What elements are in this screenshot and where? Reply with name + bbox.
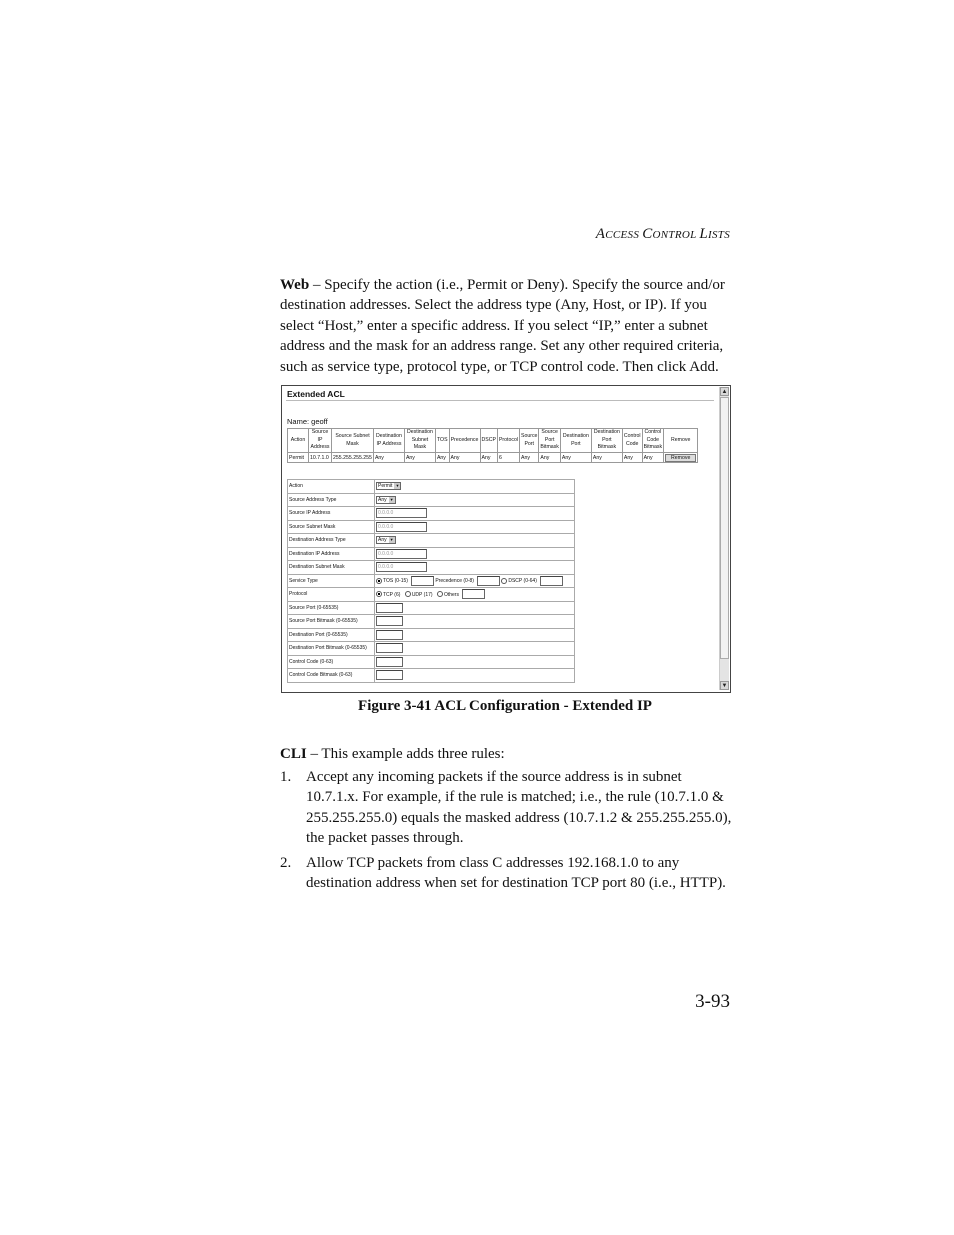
col-header: Source Subnet Mask	[332, 429, 374, 453]
destination-port-bitmask-input[interactable]	[376, 643, 403, 653]
destination-address-type-label: Destination Address Type	[288, 534, 375, 548]
service-type-label: Service Type	[288, 574, 375, 588]
source-port-bitmask-input[interactable]	[376, 616, 403, 626]
form-row-source-ip	[288, 507, 575, 521]
form-row-control-code-bitmask	[288, 669, 575, 683]
destination-port-bitmask-label: Destination Port Bitmask (0-65535)	[288, 642, 375, 656]
running-head: ACCESS CONTROL LISTS	[595, 226, 730, 242]
destination-ip-input[interactable]: 0.0.0.0	[376, 549, 427, 559]
col-header: Remove	[664, 429, 698, 453]
col-header: Source IP Address	[309, 429, 332, 453]
table-cell: Any	[519, 453, 538, 463]
control-code-bitmask-label: Control Code Bitmask (0-63)	[288, 669, 375, 683]
scroll-up-icon[interactable]: ▲	[721, 389, 728, 395]
destination-address-type-select[interactable]: Any ▼	[376, 536, 396, 544]
extended-acl-title: Extended ACL	[287, 389, 345, 399]
form-row-destination-port	[288, 628, 575, 642]
form-row-control-code	[288, 655, 575, 669]
dscp-radio[interactable]	[501, 578, 507, 584]
col-header: Destination Subnet Mask	[404, 429, 435, 453]
precedence-label: Precedence (0-8)	[435, 578, 474, 585]
col-header: Destination Port	[560, 429, 591, 453]
protocol-label: Protocol	[288, 588, 375, 602]
scroll-thumb[interactable]	[720, 397, 729, 659]
others-radio[interactable]	[437, 591, 443, 597]
col-header: Destination Port Bitmask	[591, 429, 622, 453]
source-port-input[interactable]	[376, 603, 403, 613]
table-cell: Any	[539, 453, 560, 463]
table-cell: Any	[373, 453, 404, 463]
table-cell: Permit	[288, 453, 309, 463]
tos-label: TOS (0-15)	[383, 578, 408, 585]
others-label: Others	[443, 591, 459, 598]
others-input[interactable]	[462, 589, 485, 599]
web-lead: Web	[280, 277, 310, 293]
table-cell: Any	[480, 453, 497, 463]
col-header: Action	[288, 429, 309, 453]
col-header: DSCP	[480, 429, 497, 453]
cli-paragraph	[280, 744, 732, 764]
col-header: Protocol	[497, 429, 519, 453]
table-cell: Any	[449, 453, 480, 463]
cli-text: – This example adds three rules:	[306, 746, 505, 762]
form-row-destination-type	[288, 534, 575, 548]
list-text: Accept any incoming packets if the source address is in subnet 10.7.1.x. For example, if the rule is matched; i.e., the rule (10.7.1.0 & 255.255.255.0) equals the masked address (10.7.1.2 & 255.255.255.0), the packet passes through.	[306, 769, 732, 847]
scroll-down-icon[interactable]: ▼	[721, 683, 728, 689]
source-address-type-select[interactable]: Any ▼	[376, 496, 396, 504]
col-header: TOS	[435, 429, 449, 453]
col-header: Control Code	[622, 429, 642, 453]
tos-radio[interactable]	[376, 578, 382, 584]
cli-lead: CLI	[280, 746, 307, 762]
figure-caption: Figure 3-41 ACL Configuration - Extended IP	[358, 698, 652, 714]
chevron-down-icon: ▼	[389, 496, 394, 502]
source-address-type-label: Source Address Type	[288, 493, 375, 507]
tcp-radio[interactable]	[376, 591, 382, 597]
list-text: Allow TCP packets from class C addresses 192.168.1.0 to any destination address when set for destination TCP port 80 (i.e., HTTP).	[306, 855, 726, 892]
col-header: Source Port Bitmask	[539, 429, 560, 453]
table-header-row	[288, 429, 698, 453]
table-cell: Any	[435, 453, 449, 463]
table-cell: 6	[497, 453, 519, 463]
action-label: Action	[288, 480, 375, 494]
destination-ip-label: Destination IP Address	[288, 547, 375, 561]
form-row-source-port-bitmask	[288, 615, 575, 629]
web-instructions-paragraph	[280, 275, 732, 377]
form-row-destination-mask	[288, 561, 575, 575]
form-row-service-type	[288, 574, 575, 588]
table-cell: Any	[404, 453, 435, 463]
dscp-input[interactable]	[540, 576, 563, 586]
table-cell	[664, 453, 698, 463]
remove-button[interactable]: Remove	[665, 454, 696, 462]
control-code-bitmask-input[interactable]	[376, 670, 403, 680]
col-header: Control Code Bitmask	[642, 429, 663, 453]
table-cell: 10.7.1.0	[309, 453, 332, 463]
destination-port-label: Destination Port (0-65535)	[288, 628, 375, 642]
table-row	[288, 453, 698, 463]
page-number: 3-93	[695, 991, 730, 1012]
acl-name-label: Name: geoff	[287, 417, 328, 426]
table-cell: Any	[591, 453, 622, 463]
form-row-destination-ip	[288, 547, 575, 561]
precedence-input[interactable]	[477, 576, 500, 586]
form-row-destination-port-bitmask	[288, 642, 575, 656]
control-code-input[interactable]	[376, 657, 403, 667]
source-port-bitmask-label: Source Port Bitmask (0-65535)	[288, 615, 375, 629]
source-subnet-mask-input[interactable]: 0.0.0.0	[376, 522, 427, 532]
form-row-action	[288, 480, 575, 494]
tos-input[interactable]	[411, 576, 434, 586]
form-row-source-type	[288, 493, 575, 507]
dscp-label: DSCP (0-64)	[508, 578, 537, 585]
chevron-down-icon: ▼	[395, 483, 400, 489]
list-number: 1.	[280, 769, 292, 785]
col-header: Precedence	[449, 429, 480, 453]
list-number: 2.	[280, 855, 292, 871]
source-ip-label: Source IP Address	[288, 507, 375, 521]
acl-rule-form	[287, 479, 575, 683]
col-header: Destination IP Address	[373, 429, 404, 453]
tcp-label: TCP (6)	[383, 591, 401, 598]
destination-port-input[interactable]	[376, 630, 403, 640]
destination-subnet-mask-input[interactable]: 0.0.0.0	[376, 562, 427, 572]
col-header: Source Port	[519, 429, 538, 453]
source-port-label: Source Port (0-65535)	[288, 601, 375, 615]
form-row-protocol	[288, 588, 575, 602]
title-divider	[286, 400, 714, 401]
table-cell: Any	[560, 453, 591, 463]
table-cell: 255.255.255.255	[333, 454, 372, 461]
acl-rules-table	[287, 428, 698, 463]
chevron-down-icon: ▼	[389, 537, 394, 543]
destination-subnet-mask-label: Destination Subnet Mask	[288, 561, 375, 575]
udp-label: UDP (17)	[411, 591, 433, 598]
source-subnet-mask-label: Source Subnet Mask	[288, 520, 375, 534]
form-row-source-mask	[288, 520, 575, 534]
control-code-label: Control Code (0-63)	[288, 655, 375, 669]
web-instructions-text: – Specify the action (i.e., Permit or Deny). Specify the source and/or destination addresses. Select the address type (Any, Host, or IP). If you select “Host,” enter a specific address. If you select “IP,” enter a subnet address and the mask for an address range. Set any other required criteria, such as service type, protocol type, or TCP control code. Then click Add.	[280, 277, 725, 375]
table-cell: Any	[642, 453, 663, 463]
form-row-source-port	[288, 601, 575, 615]
table-cell: Any	[622, 453, 642, 463]
action-select[interactable]: Permit ▼	[376, 482, 401, 490]
udp-radio[interactable]	[405, 591, 411, 597]
source-ip-input[interactable]: 0.0.0.0	[376, 508, 427, 518]
extended-acl-screenshot	[281, 385, 731, 693]
vertical-scrollbar[interactable]	[719, 387, 729, 690]
